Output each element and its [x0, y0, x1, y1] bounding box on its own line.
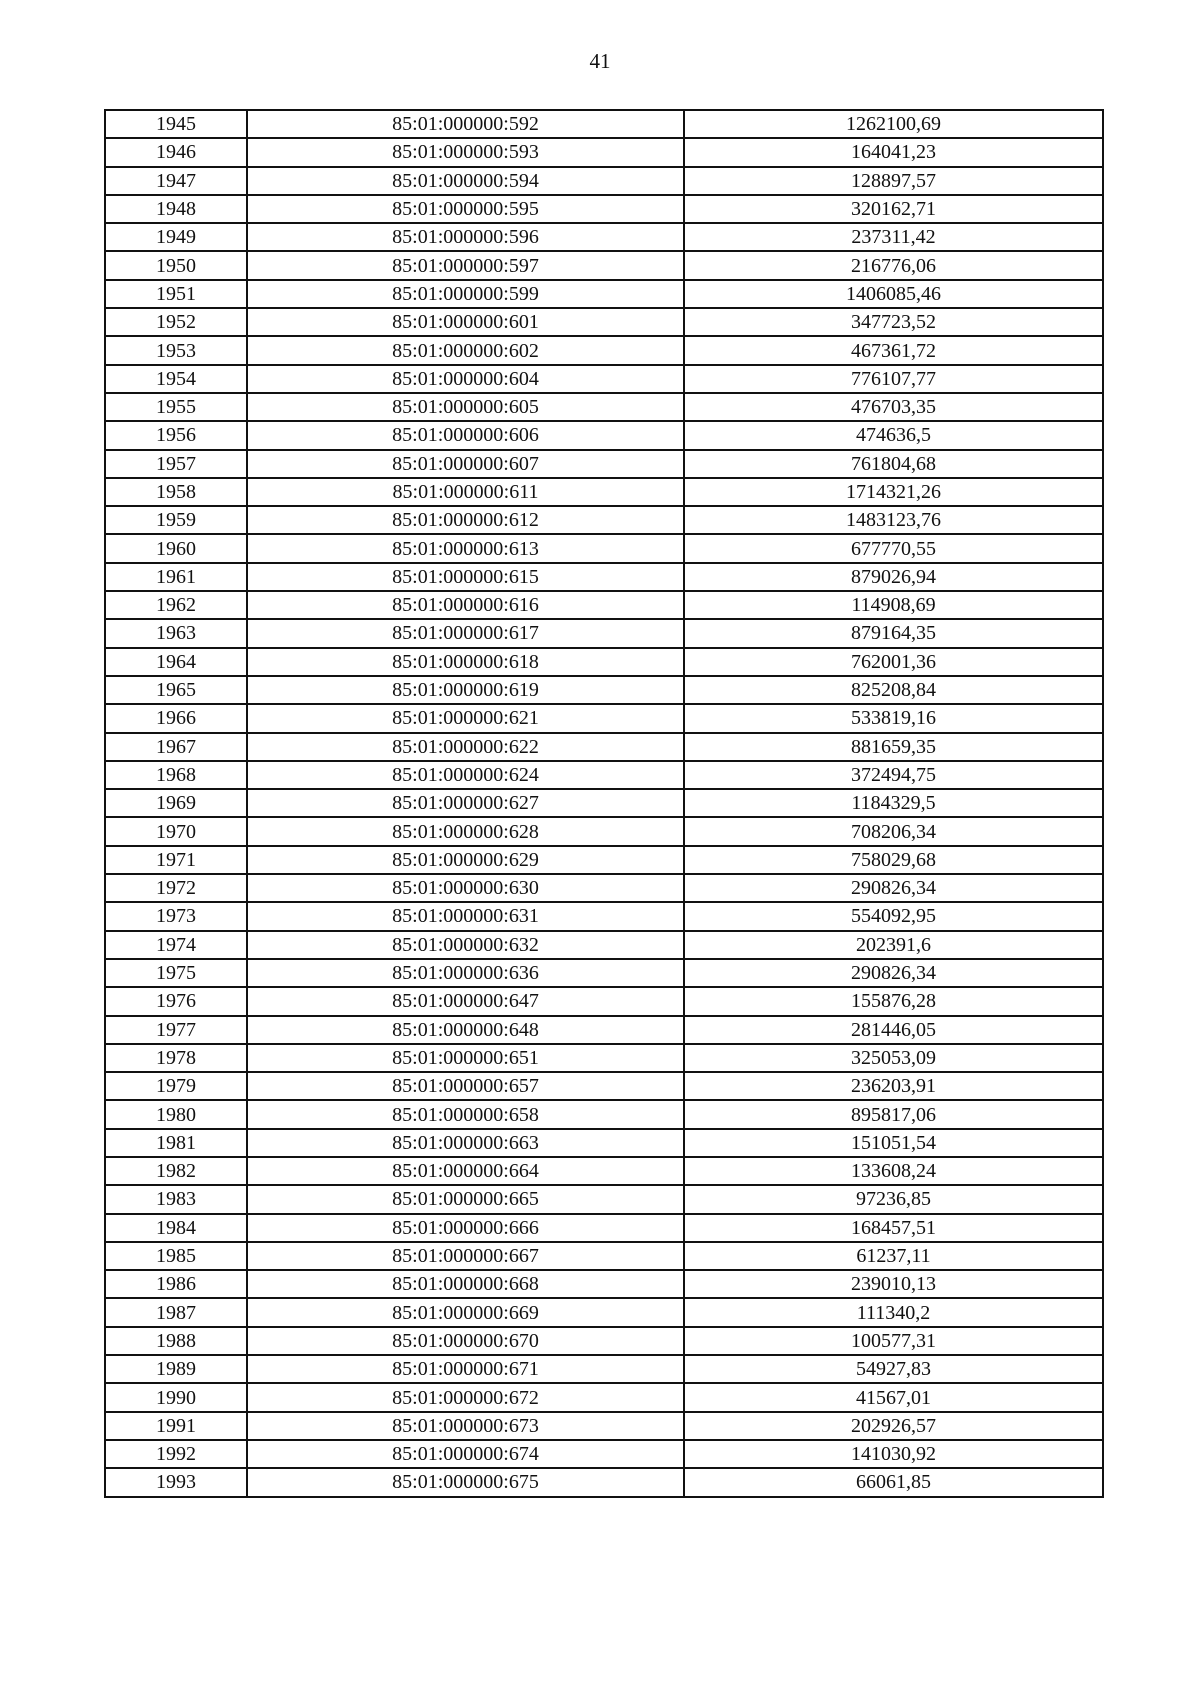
value-cell: 100577,31	[684, 1327, 1103, 1355]
table-row	[105, 280, 1103, 308]
table-row	[105, 1468, 1103, 1496]
table-row	[105, 1072, 1103, 1100]
cadastral-number-cell: 85:01:000000:601	[247, 308, 684, 336]
table-row	[105, 195, 1103, 223]
cadastral-number-cell: 85:01:000000:632	[247, 931, 684, 959]
table-row	[105, 1270, 1103, 1298]
row-number-cell: 1981	[105, 1129, 247, 1157]
cadastral-number-cell: 85:01:000000:594	[247, 167, 684, 195]
row-number-cell: 1984	[105, 1214, 247, 1242]
row-number-cell: 1950	[105, 251, 247, 279]
row-number-cell: 1956	[105, 421, 247, 449]
cadastral-number-cell: 85:01:000000:674	[247, 1440, 684, 1468]
cadastral-number-cell: 85:01:000000:606	[247, 421, 684, 449]
row-number-cell: 1961	[105, 563, 247, 591]
table-row	[105, 1242, 1103, 1270]
table-row	[105, 1298, 1103, 1326]
value-cell: 141030,92	[684, 1440, 1103, 1468]
table-row	[105, 931, 1103, 959]
cadastral-number-cell: 85:01:000000:669	[247, 1298, 684, 1326]
value-cell: 879164,35	[684, 619, 1103, 647]
cadastral-number-cell: 85:01:000000:595	[247, 195, 684, 223]
table-row	[105, 987, 1103, 1015]
table-row	[105, 167, 1103, 195]
table-row	[105, 308, 1103, 336]
row-number-cell: 1991	[105, 1412, 247, 1440]
table-row	[105, 223, 1103, 251]
table-row	[105, 733, 1103, 761]
row-number-cell: 1948	[105, 195, 247, 223]
table-row	[105, 846, 1103, 874]
row-number-cell: 1946	[105, 138, 247, 166]
cadastral-number-cell: 85:01:000000:602	[247, 336, 684, 364]
row-number-cell: 1968	[105, 761, 247, 789]
row-number-cell: 1969	[105, 789, 247, 817]
value-cell: 554092,95	[684, 902, 1103, 930]
row-number-cell: 1975	[105, 959, 247, 987]
table-row	[105, 336, 1103, 364]
cadastral-number-cell: 85:01:000000:628	[247, 817, 684, 845]
value-cell: 320162,71	[684, 195, 1103, 223]
cadastral-number-cell: 85:01:000000:624	[247, 761, 684, 789]
cadastral-number-cell: 85:01:000000:592	[247, 110, 684, 138]
value-cell: 164041,23	[684, 138, 1103, 166]
cadastral-number-cell: 85:01:000000:618	[247, 648, 684, 676]
cadastral-number-cell: 85:01:000000:675	[247, 1468, 684, 1496]
cadastral-number-cell: 85:01:000000:663	[247, 1129, 684, 1157]
table-row	[105, 874, 1103, 902]
value-cell: 1483123,76	[684, 506, 1103, 534]
value-cell: 1262100,69	[684, 110, 1103, 138]
row-number-cell: 1967	[105, 733, 247, 761]
value-cell: 372494,75	[684, 761, 1103, 789]
table-body	[105, 110, 1103, 1497]
row-number-cell: 1949	[105, 223, 247, 251]
cadastral-table	[104, 109, 1104, 1498]
value-cell: 236203,91	[684, 1072, 1103, 1100]
cadastral-number-cell: 85:01:000000:615	[247, 563, 684, 591]
row-number-cell: 1970	[105, 817, 247, 845]
row-number-cell: 1945	[105, 110, 247, 138]
value-cell: 776107,77	[684, 365, 1103, 393]
row-number-cell: 1982	[105, 1157, 247, 1185]
value-cell: 128897,57	[684, 167, 1103, 195]
value-cell: 1184329,5	[684, 789, 1103, 817]
cadastral-number-cell: 85:01:000000:619	[247, 676, 684, 704]
table-row	[105, 1185, 1103, 1213]
value-cell: 41567,01	[684, 1383, 1103, 1411]
table-row	[105, 1383, 1103, 1411]
cadastral-number-cell: 85:01:000000:658	[247, 1100, 684, 1128]
cadastral-number-cell: 85:01:000000:668	[247, 1270, 684, 1298]
cadastral-number-cell: 85:01:000000:621	[247, 704, 684, 732]
row-number-cell: 1980	[105, 1100, 247, 1128]
table-row	[105, 1355, 1103, 1383]
value-cell: 168457,51	[684, 1214, 1103, 1242]
value-cell: 708206,34	[684, 817, 1103, 845]
table-row	[105, 959, 1103, 987]
cadastral-number-cell: 85:01:000000:607	[247, 450, 684, 478]
row-number-cell: 1974	[105, 931, 247, 959]
value-cell: 758029,68	[684, 846, 1103, 874]
table-row	[105, 534, 1103, 562]
value-cell: 97236,85	[684, 1185, 1103, 1213]
row-number-cell: 1972	[105, 874, 247, 902]
cadastral-number-cell: 85:01:000000:648	[247, 1016, 684, 1044]
value-cell: 114908,69	[684, 591, 1103, 619]
cadastral-number-cell: 85:01:000000:597	[247, 251, 684, 279]
table-row	[105, 450, 1103, 478]
value-cell: 216776,06	[684, 251, 1103, 279]
value-cell: 762001,36	[684, 648, 1103, 676]
table-row	[105, 1412, 1103, 1440]
cadastral-number-cell: 85:01:000000:596	[247, 223, 684, 251]
value-cell: 476703,35	[684, 393, 1103, 421]
cadastral-number-cell: 85:01:000000:667	[247, 1242, 684, 1270]
value-cell: 66061,85	[684, 1468, 1103, 1496]
row-number-cell: 1976	[105, 987, 247, 1015]
table-row	[105, 478, 1103, 506]
value-cell: 61237,11	[684, 1242, 1103, 1270]
value-cell: 325053,09	[684, 1044, 1103, 1072]
table-row	[105, 1016, 1103, 1044]
table-row	[105, 110, 1103, 138]
cadastral-number-cell: 85:01:000000:672	[247, 1383, 684, 1411]
row-number-cell: 1983	[105, 1185, 247, 1213]
cadastral-number-cell: 85:01:000000:666	[247, 1214, 684, 1242]
value-cell: 347723,52	[684, 308, 1103, 336]
cadastral-number-cell: 85:01:000000:631	[247, 902, 684, 930]
row-number-cell: 1979	[105, 1072, 247, 1100]
value-cell: 202926,57	[684, 1412, 1103, 1440]
row-number-cell: 1962	[105, 591, 247, 619]
table-row	[105, 648, 1103, 676]
table-row	[105, 704, 1103, 732]
table-row	[105, 1440, 1103, 1468]
table-row	[105, 1214, 1103, 1242]
cadastral-number-cell: 85:01:000000:604	[247, 365, 684, 393]
table-row	[105, 619, 1103, 647]
cadastral-number-cell: 85:01:000000:647	[247, 987, 684, 1015]
table-row	[105, 1157, 1103, 1185]
row-number-cell: 1978	[105, 1044, 247, 1072]
value-cell: 290826,34	[684, 959, 1103, 987]
value-cell: 237311,42	[684, 223, 1103, 251]
cadastral-number-cell: 85:01:000000:605	[247, 393, 684, 421]
value-cell: 155876,28	[684, 987, 1103, 1015]
value-cell: 533819,16	[684, 704, 1103, 732]
row-number-cell: 1953	[105, 336, 247, 364]
value-cell: 761804,68	[684, 450, 1103, 478]
row-number-cell: 1985	[105, 1242, 247, 1270]
row-number-cell: 1989	[105, 1355, 247, 1383]
row-number-cell: 1986	[105, 1270, 247, 1298]
table-row	[105, 902, 1103, 930]
table-row	[105, 591, 1103, 619]
cadastral-number-cell: 85:01:000000:612	[247, 506, 684, 534]
cadastral-number-cell: 85:01:000000:664	[247, 1157, 684, 1185]
value-cell: 895817,06	[684, 1100, 1103, 1128]
row-number-cell: 1952	[105, 308, 247, 336]
row-number-cell: 1988	[105, 1327, 247, 1355]
cadastral-number-cell: 85:01:000000:636	[247, 959, 684, 987]
row-number-cell: 1992	[105, 1440, 247, 1468]
cadastral-number-cell: 85:01:000000:629	[247, 846, 684, 874]
cadastral-number-cell: 85:01:000000:599	[247, 280, 684, 308]
row-number-cell: 1955	[105, 393, 247, 421]
row-number-cell: 1973	[105, 902, 247, 930]
cadastral-number-cell: 85:01:000000:611	[247, 478, 684, 506]
cadastral-number-cell: 85:01:000000:622	[247, 733, 684, 761]
row-number-cell: 1960	[105, 534, 247, 562]
table-row	[105, 1044, 1103, 1072]
row-number-cell: 1993	[105, 1468, 247, 1496]
cadastral-number-cell: 85:01:000000:627	[247, 789, 684, 817]
value-cell: 1406085,46	[684, 280, 1103, 308]
value-cell: 677770,55	[684, 534, 1103, 562]
value-cell: 111340,2	[684, 1298, 1103, 1326]
row-number-cell: 1966	[105, 704, 247, 732]
row-number-cell: 1947	[105, 167, 247, 195]
cadastral-number-cell: 85:01:000000:665	[247, 1185, 684, 1213]
table-row	[105, 563, 1103, 591]
table-row	[105, 421, 1103, 449]
cadastral-number-cell: 85:01:000000:657	[247, 1072, 684, 1100]
table-row	[105, 393, 1103, 421]
table-row	[105, 1327, 1103, 1355]
page-number: 41	[589, 49, 611, 73]
row-number-cell: 1957	[105, 450, 247, 478]
cadastral-number-cell: 85:01:000000:670	[247, 1327, 684, 1355]
row-number-cell: 1971	[105, 846, 247, 874]
value-cell: 881659,35	[684, 733, 1103, 761]
row-number-cell: 1965	[105, 676, 247, 704]
cadastral-number-cell: 85:01:000000:593	[247, 138, 684, 166]
value-cell: 290826,34	[684, 874, 1103, 902]
cadastral-number-cell: 85:01:000000:616	[247, 591, 684, 619]
table-row	[105, 761, 1103, 789]
value-cell: 825208,84	[684, 676, 1103, 704]
row-number-cell: 1951	[105, 280, 247, 308]
cadastral-number-cell: 85:01:000000:613	[247, 534, 684, 562]
value-cell: 474636,5	[684, 421, 1103, 449]
table-row	[105, 1129, 1103, 1157]
table-row	[105, 1100, 1103, 1128]
value-cell: 151051,54	[684, 1129, 1103, 1157]
table-row	[105, 138, 1103, 166]
table-row	[105, 817, 1103, 845]
value-cell: 202391,6	[684, 931, 1103, 959]
row-number-cell: 1963	[105, 619, 247, 647]
table-row	[105, 789, 1103, 817]
value-cell: 54927,83	[684, 1355, 1103, 1383]
row-number-cell: 1954	[105, 365, 247, 393]
cadastral-number-cell: 85:01:000000:673	[247, 1412, 684, 1440]
row-number-cell: 1977	[105, 1016, 247, 1044]
row-number-cell: 1959	[105, 506, 247, 534]
value-cell: 467361,72	[684, 336, 1103, 364]
row-number-cell: 1990	[105, 1383, 247, 1411]
row-number-cell: 1964	[105, 648, 247, 676]
value-cell: 281446,05	[684, 1016, 1103, 1044]
table-row	[105, 365, 1103, 393]
table-row	[105, 251, 1103, 279]
value-cell: 879026,94	[684, 563, 1103, 591]
row-number-cell: 1958	[105, 478, 247, 506]
cadastral-table-wrapper	[104, 109, 1102, 1498]
cadastral-number-cell: 85:01:000000:671	[247, 1355, 684, 1383]
value-cell: 239010,13	[684, 1270, 1103, 1298]
value-cell: 1714321,26	[684, 478, 1103, 506]
cadastral-number-cell: 85:01:000000:630	[247, 874, 684, 902]
table-row	[105, 676, 1103, 704]
cadastral-number-cell: 85:01:000000:651	[247, 1044, 684, 1072]
table-row	[105, 506, 1103, 534]
cadastral-number-cell: 85:01:000000:617	[247, 619, 684, 647]
row-number-cell: 1987	[105, 1298, 247, 1326]
value-cell: 133608,24	[684, 1157, 1103, 1185]
